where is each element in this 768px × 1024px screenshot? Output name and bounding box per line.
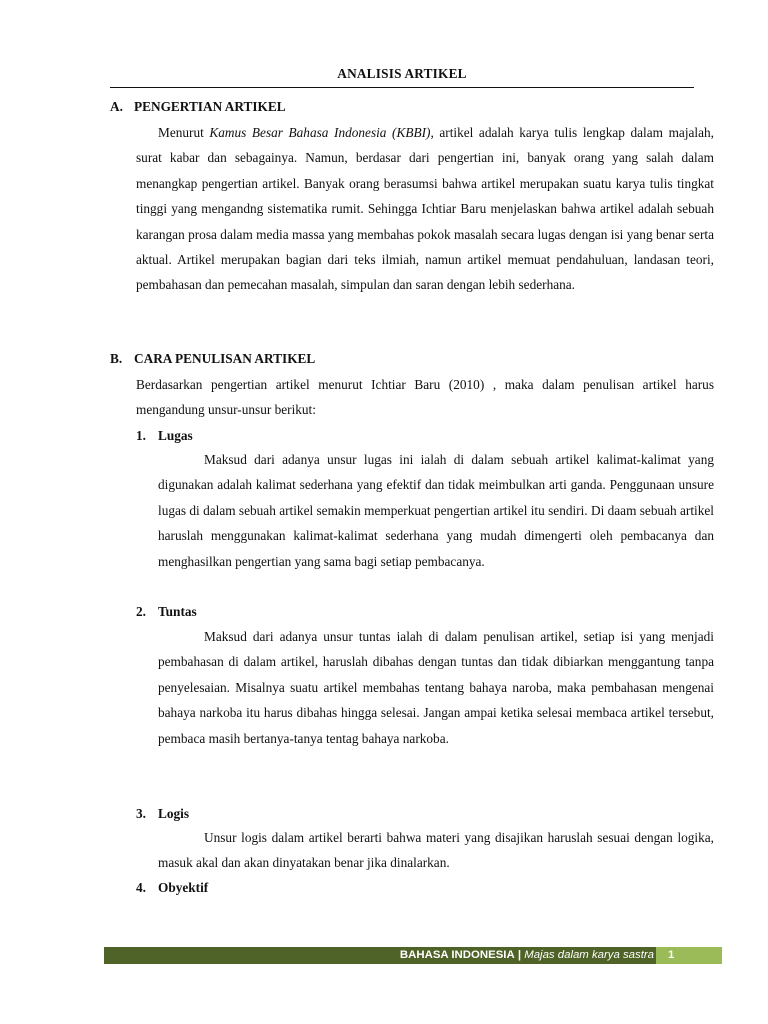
footer-topic: Majas dalam karya sastra	[524, 949, 654, 961]
section-a-letter: A.	[110, 99, 123, 114]
item-1-heading	[136, 428, 193, 444]
footer-bar	[104, 947, 722, 964]
item-3-number: 3.	[136, 806, 146, 821]
item-1-title: Lugas	[158, 428, 193, 443]
section-b-heading	[110, 351, 315, 367]
item-4-heading	[136, 880, 208, 896]
item-4-number: 4.	[136, 880, 146, 895]
item-2-title: Tuntas	[158, 604, 197, 619]
page-number: 1	[656, 947, 722, 964]
item-3-heading	[136, 806, 189, 822]
section-a-title: PENGERTIAN ARTIKEL	[134, 99, 286, 114]
section-b-title: CARA PENULISAN ARTIKEL	[134, 351, 316, 366]
section-b-letter: B.	[110, 351, 123, 366]
item-2-text: Maksud dari adanya unsur tuntas ialah di dalam penulisan artikel, setiap isi yang menjadi pembahasan di dalam artikel, haruslah dibahas dengan tuntas dan tidak dibiarkan menggantung tanpa penyelesaian. Misalnya suatu artikel membahas tentang bahaya naroba, maka pembahasan mengenai bahaya narkoba itu harus dibahas hingga selesai. Jangan ampai ketika selesai membaca artikel tersebut, pembaca masih bertanya-tanya tentag bahaya narkoba.	[158, 629, 714, 746]
section-a-para-rest: artikel adalah karya tulis lengkap dalam majalah, surat kabar dan sebagainya. Namun, berdasar dari pengertian ini, banyak orang yang salah dalam menangkap pengertian artikel. Banyak orang berasumsi bahwa artikel merupakan suatu karya tulis tingkat tinggi yang mengandng sistematika rumit. Sehingga Ichtiar Baru menjelaskan bahwa artikel adalah sebuah karangan prosa dalam media massa yang membahas pokok masalah secara lugas dengan isi yang benar serta aktual. Artikel merupakan bagian dari teks ilmiah, namun artikel memuat pendahuluan, landasan teori, pembahasan dan pemecahan masalah, simpulan dan saran dengan lebih sederhana.	[136, 125, 714, 293]
section-a-para-prefix: Menurut	[158, 125, 210, 140]
section-b-intro: Berdasarkan pengertian artikel menurut Ichtiar Baru (2010) , maka dalam penulisan artikel harus mengandung unsur-unsur berikut:	[136, 377, 714, 418]
title-underline	[110, 87, 694, 88]
footer-separator: |	[517, 949, 522, 961]
section-a-paragraph	[136, 120, 714, 298]
page-title: ANALISIS ARTIKEL	[337, 66, 467, 81]
footer-subject: BAHASA INDONESIA	[399, 949, 515, 961]
item-4-title: Obyektif	[158, 880, 209, 895]
section-a-heading	[110, 99, 286, 115]
item-2-number: 2.	[136, 604, 146, 619]
item-2-heading	[136, 604, 197, 620]
footer-label	[400, 947, 654, 964]
item-1-text: Maksud dari adanya unsur lugas ini ialah di dalam sebuah artikel kalimat-kalimat yang digunakan adalah kalimat sederhana yang efektif dan tidak meimbulkan arti ganda. Penggunaan unsure lugas di dalam sebuah artikel semakin memperkuat pengertian artikel itu sendiri. Di daam sebuah artikel haruslah menggunakan kalimat-kalimat sederhana yang mudah dimengerti oleh pembacanya dan menghasilkan pengertian yang sama bagi setiap pembacanya.	[158, 452, 714, 569]
item-3-title: Logis	[158, 806, 190, 821]
item-3-text: Unsur logis dalam artikel berarti bahwa materi yang disajikan haruslah sesuai dengan logika, masuk akal dan akan dinyatakan benar jika dinalarkan.	[158, 830, 714, 871]
item-1-number: 1.	[136, 428, 146, 443]
section-a-para-italic: Kamus Besar Bahasa Indonesia (KBBI),	[209, 125, 434, 140]
